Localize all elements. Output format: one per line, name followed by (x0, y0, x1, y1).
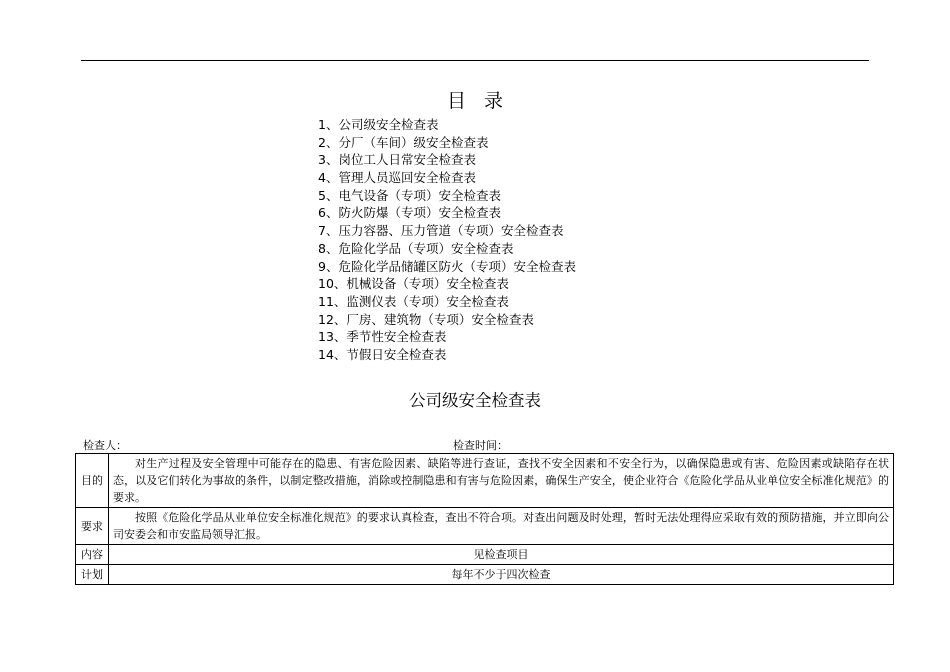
toc-item: 8、危险化学品（专项）安全检查表 (318, 240, 514, 256)
toc-item: 11、监测仪表（专项）安全检查表 (318, 293, 509, 309)
row-content: 对生产过程及安全管理中可能存在的隐患、有害危险因素、缺陷等进行查证，查找不安全因素和不安全行为，以确保隐患或有害、危险因素或缺陷存在状态，以及它们转化为事故的条件，以制定整改措施，消除或控制隐患和有害与危险因素，确保生产安全，使企业符合《危险化学品从业单位安全标准化规范》的要求。 (109, 454, 894, 508)
toc-item: 5、电气设备（专项）安全检查表 (318, 187, 501, 203)
row-label: 目的 (76, 454, 109, 508)
toc-item: 9、危险化学品储罐区防火（专项）安全检查表 (318, 258, 576, 274)
row-content: 按照《危险化学品从业单位安全标准化规范》的要求认真检查，查出不符合项。对查出问题及时处理，暂时无法处理得应采取有效的预防措施，并立即向公司安委会和市安监局领导汇报。 (109, 508, 894, 545)
table-row-plan (76, 565, 894, 585)
table-row-requirement (76, 508, 894, 545)
table-row-purpose (76, 454, 894, 508)
table-row-content (76, 545, 894, 565)
toc-list (318, 116, 576, 364)
inspection-time-label: 检查时间： (453, 439, 508, 452)
toc-item: 2、分厂（车间）级安全检查表 (318, 134, 489, 150)
toc-item: 4、管理人员巡回安全检查表 (318, 170, 476, 186)
row-content: 见检查项目 (109, 545, 894, 565)
section-title: 公司级安全检查表 (409, 391, 541, 410)
toc-title: 目录 (446, 90, 521, 112)
toc-item: 1、公司级安全检查表 (318, 117, 439, 132)
toc-item: 3、岗位工人日常安全检查表 (318, 152, 476, 168)
row-label: 要求 (76, 508, 109, 545)
checklist-table (75, 453, 894, 585)
header-rule (81, 60, 869, 61)
toc-item: 13、季节性安全检查表 (318, 329, 447, 345)
row-label: 内容 (76, 545, 109, 565)
toc-item: 6、防火防爆（专项）安全检查表 (318, 205, 501, 221)
row-label: 计划 (76, 565, 109, 585)
row-content: 每年不少于四次检查 (109, 565, 894, 585)
toc-item: 12、厂房、建筑物（专项）安全检查表 (318, 311, 534, 327)
toc-item: 10、机械设备（专项）安全检查表 (318, 276, 509, 292)
inspector-label: 检查人： (83, 439, 127, 452)
toc-item: 7、压力容器、压力管道（专项）安全检查表 (318, 223, 564, 239)
toc-item: 14、节假日安全检查表 (318, 346, 447, 362)
